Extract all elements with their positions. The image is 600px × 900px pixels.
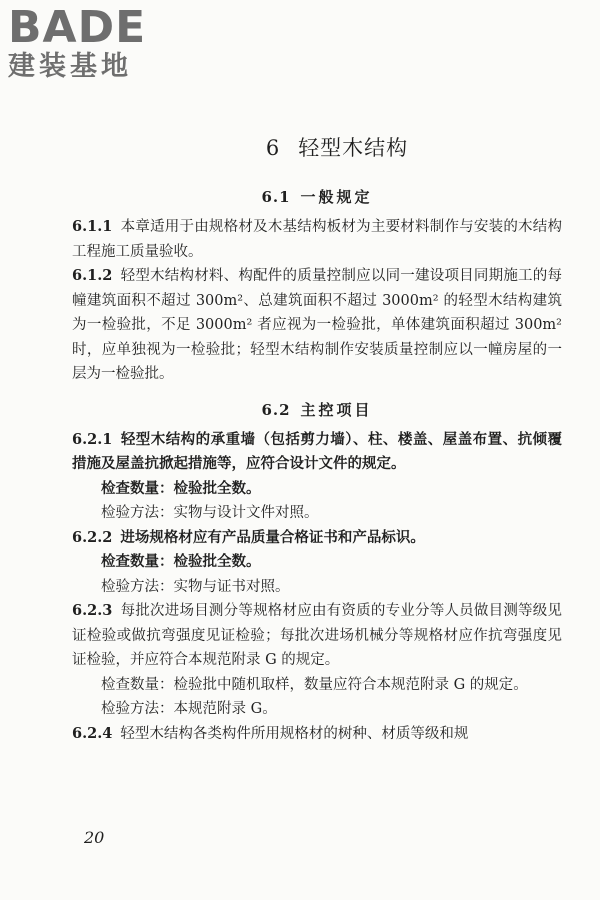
clause-6-1-2 [72, 264, 562, 387]
section-name: 一般规定 [300, 188, 373, 206]
clause-6-2-3 [72, 599, 562, 673]
clause-text: 轻型木结构的承重墙（包括剪力墙）、柱、楼盖、屋盖布置、抗倾覆措施及屋盖抗掀起措施等，应符合设计文件的规定。 [72, 430, 562, 472]
chapter-number: 6 [265, 136, 281, 160]
clause-text: 进场规格材应有产品质量合格证书和产品标识。 [120, 528, 425, 546]
clause-number: 6.1.2 [72, 267, 113, 284]
chapter-name: 轻型木结构 [298, 136, 409, 160]
section-title-6-2 [72, 399, 562, 420]
check-quantity: 检查数量：检验批全数。 [101, 553, 261, 570]
bade-logo [8, 2, 147, 82]
document-page [72, 132, 562, 746]
clause-text: 轻型木结构材料、构配件的质量控制应以同一建设项目同期施工的每幢建筑面积不超过 300m²、总建筑面积不超过 3000m² 的轻型木结构建筑为一检验批，不足 3000m² 者应视为一检验批，单体建筑面积超过 300m² 时，应单独视为一检验批；轻型木结构制作安装质量控制应以一幢房屋的一层为一检验批。 [72, 268, 562, 382]
clause-number: 6.1.1 [72, 218, 113, 235]
check-method: 检验方法：实物与证书对照。 [101, 578, 290, 595]
check-method: 检验方法：实物与设计文件对照。 [101, 505, 319, 521]
section-name: 主控项目 [300, 400, 373, 419]
clause-number: 6.2.1 [72, 430, 113, 448]
clause-text: 轻型木结构各类构件所用规格材的树种、材质等级和规 [120, 725, 469, 742]
clause-6-2-1 [72, 428, 562, 477]
page-number: 20 [84, 828, 105, 847]
clause-number: 6.2.4 [72, 724, 113, 742]
clause-6-2-4 [72, 722, 562, 747]
clause-6-2-2 [72, 526, 562, 551]
clause-number: 6.2.3 [72, 602, 113, 619]
section-title-6-1 [72, 186, 562, 207]
section-number: 6.2 [261, 400, 291, 419]
clause-number: 6.2.2 [72, 528, 113, 546]
clause-text: 每批次进场目测分等规格材应由有资质的专业分等人员做目测等级见证检验或做抗弯强度见证检验；每批次进场机械分等规格材应作抗弯强度见证检验，并应符合本规范附录 G 的规定。 [72, 603, 562, 668]
check-method: 检验方法：本规范附录 G。 [101, 701, 277, 717]
check-quantity: 检查数量：检验批全数。 [101, 479, 261, 497]
logo-wordmark: BADE [8, 2, 147, 53]
logo-subtitle: 建装基地 [8, 51, 132, 82]
chapter-title [112, 132, 562, 162]
section-number: 6.1 [261, 188, 291, 206]
clause-text: 本章适用于由规格材及木基结构板材为主要材料制作与安装的木结构工程施工质量验收。 [72, 219, 562, 260]
check-quantity: 检查数量：检验批中随机取样，数量应符合本规范附录 G 的规定。 [101, 676, 528, 693]
clause-6-1-1 [72, 215, 562, 264]
